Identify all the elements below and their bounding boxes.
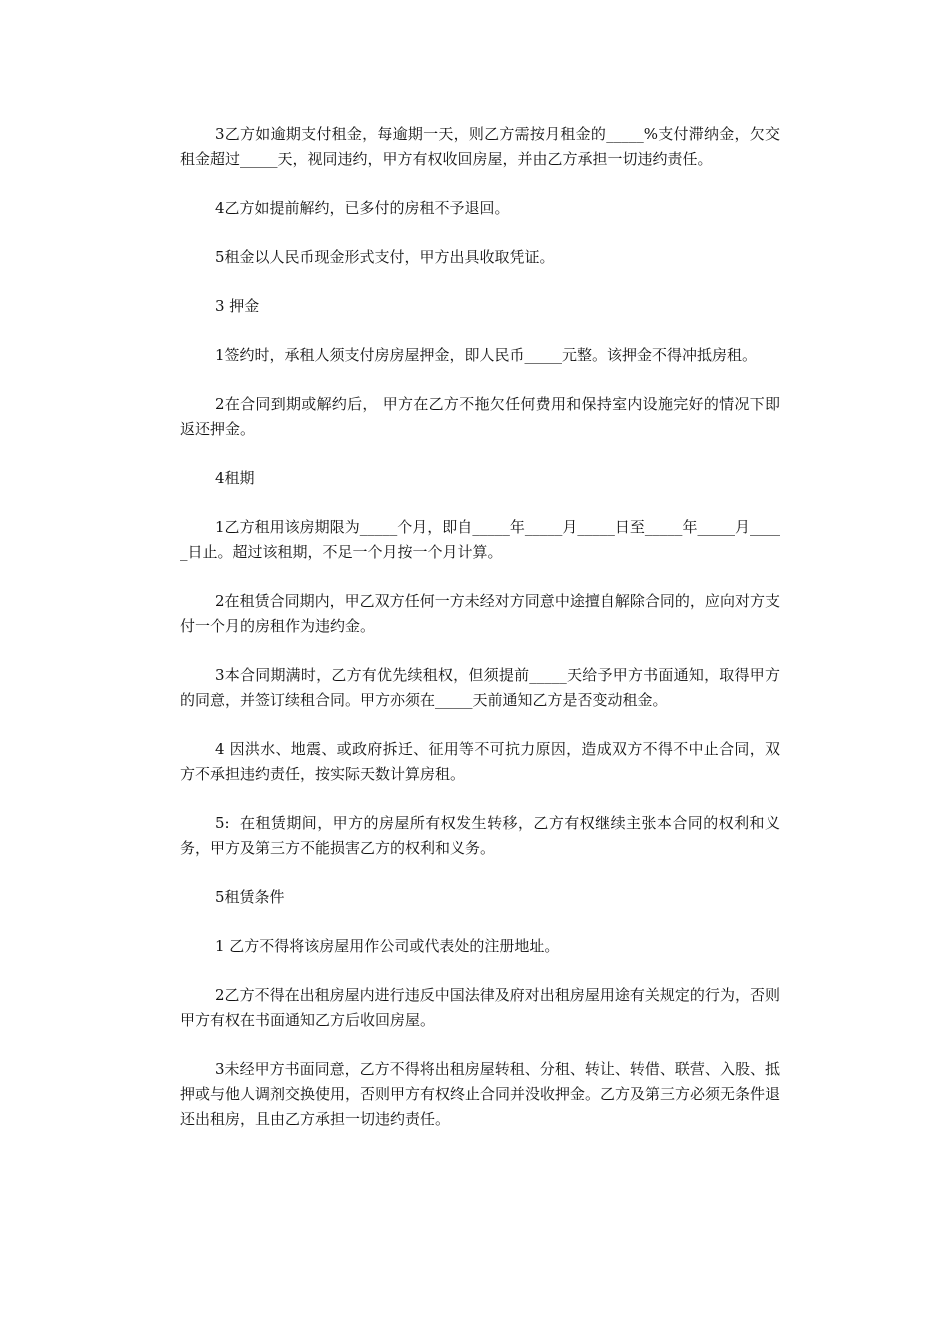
clause-3-late-payment: 3乙方如逾期支付租金，每逾期一天，则乙方需按月租金的_____%支付滞纳金，欠交租金超过_____天，视同违约，甲方有权收回房屋，并由乙方承担一切违约责任。 xyxy=(180,125,780,168)
lease-conditions-clause-1: 1 乙方不得将该房屋用作公司或代表处的注册地址。 xyxy=(215,937,560,955)
deposit-clause-2: 2在合同到期或解约后， 甲方在乙方不拖欠任何费用和保持室内设施完好的情况下即返还押金。 xyxy=(180,395,780,438)
lease-term-clause-4: 4 因洪水、地震、或政府拆迁、征用等不可抗力原因，造成双方不得不中止合同，双方不承担违约责任，按实际天数计算房租。 xyxy=(180,740,780,783)
section-heading-deposit: 3 押金 xyxy=(215,297,260,315)
lease-conditions-clause-3: 3未经甲方书面同意，乙方不得将出租房屋转租、分租、转让、转借、联营、入股、抵押或与他人调剂交换使用，否则甲方有权终止合同并没收押金。乙方及第三方必须无条件退还出租房，且由乙方承担一切违约责任。 xyxy=(180,1060,781,1128)
lease-term-clause-3: 3本合同期满时，乙方有优先续租权，但须提前_____天给予甲方书面通知，取得甲方的同意，并签订续租合同。甲方亦须在_____天前通知乙方是否变动租金。 xyxy=(180,666,780,709)
clause-5-payment-method: 5租金以人民币现金形式支付，甲方出具收取凭证。 xyxy=(215,248,555,266)
lease-term-clause-5: 5: 在租赁期间，甲方的房屋所有权发生转移，乙方有权继续主张本合同的权利和义务，甲方及第三方不能损害乙方的权利和义务。 xyxy=(180,814,780,857)
clause-4-early-termination: 4乙方如提前解约，已多付的房租不予退回。 xyxy=(215,199,510,217)
section-heading-lease-conditions: 5租赁条件 xyxy=(215,888,285,906)
lease-term-clause-2: 2在租赁合同期内，甲乙双方任何一方未经对方同意中途擅自解除合同的，应向对方支付一个月的房租作为违约金。 xyxy=(180,592,780,635)
section-heading-lease-term: 4租期 xyxy=(215,469,255,487)
deposit-clause-1: 1签约时，承租人须支付房房屋押金，即人民币_____元整。该押金不得冲抵房租。 xyxy=(215,346,758,364)
lease-term-clause-1: 1乙方租用该房期限为_____个月，即自_____年_____月_____日至_____年_____月_____日止。超过该租期，不足一个月按一个月计算。 xyxy=(180,518,780,561)
document-body xyxy=(180,122,780,1156)
lease-conditions-clause-2: 2乙方不得在出租房屋内进行违反中国法律及府对出租房屋用途有关规定的行为，否则甲方有权在书面通知乙方后收回房屋。 xyxy=(180,986,780,1029)
